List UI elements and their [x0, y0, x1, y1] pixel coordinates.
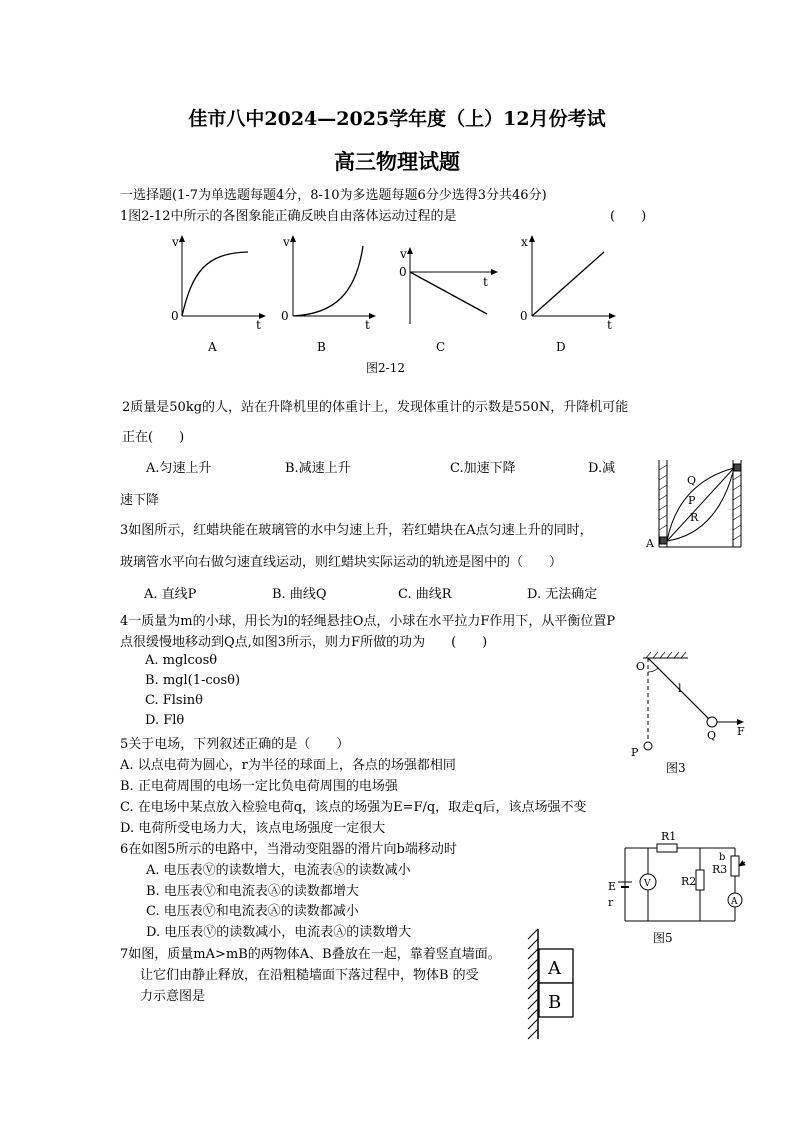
q1-graph-a-origin: 0	[171, 309, 179, 323]
q1-graph-d-letter: D	[556, 340, 566, 354]
q4-label-o: O	[636, 660, 646, 673]
q1-graph-a-xlabel: t	[256, 318, 261, 332]
q5-stem: 5关于电场，下列叙述正确的是（ ）	[120, 737, 350, 752]
q1-figure-caption: 图2-12	[366, 361, 405, 375]
q6-option-c: C. 电压表Ⓥ和电流表Ⓐ的读数都减小	[146, 904, 359, 919]
section-instructions: 一选择题(1-7为单选题每题4分，8-10为多选题每题6分少选得3分共46分)	[120, 188, 547, 203]
q4-stem-line2: 点很缓慢地移动到Q点,如图3所示，则力F所做的功为 ( )	[120, 635, 488, 650]
q1-graph-c-ylabel: v	[400, 247, 407, 261]
q6-option-d: D. 电压表Ⓥ的读数减小，电流表Ⓐ的读数增大	[146, 925, 412, 940]
exam-subject-title: 高三物理试题	[334, 149, 460, 174]
q3-tube-figure	[640, 455, 750, 555]
q4-option-a: A. mglcosθ	[145, 653, 218, 668]
q3-stem-line1: 3如图所示，红蜡块能在玻璃管的水中匀速上升，若红蜡块在A点匀速上升的同时，	[120, 523, 593, 538]
q6-circuit-figure	[605, 826, 755, 951]
q2-option-c: C.加速下降	[450, 461, 516, 476]
q1-graph-a-letter: A	[208, 340, 217, 354]
q6-label-r: r	[608, 896, 614, 909]
q3-option-b: B. 曲线Q	[272, 587, 327, 602]
q5-option-b: B. 正电荷周围的电场一定比负电荷周围的电场强	[120, 779, 398, 794]
q5-option-c: C. 在电场中某点放入检验电荷q，该点的场强为E=F/q，取走q后，该点场强不变	[120, 800, 587, 815]
q1-graph-b-xlabel: t	[365, 318, 370, 332]
q2-option-d: D.减	[588, 461, 616, 476]
q1-graph-a-ylabel: v	[172, 235, 179, 249]
q3-stem-line2: 玻璃管水平向右做匀速直线运动，则红蜡块实际运动的轨迹是图中的（ ）	[120, 555, 563, 570]
q1-graph-d	[520, 235, 615, 354]
q4-label-f: F	[737, 725, 745, 738]
q6-label-r1: R1	[661, 830, 677, 843]
q2-option-b: B.减速上升	[285, 461, 351, 476]
q1-graph-c-letter: C	[436, 340, 446, 354]
q3-label-r: R	[690, 511, 699, 524]
q4-option-b: B. mgl(1-cosθ)	[145, 673, 241, 688]
q4-pendulum-figure	[628, 650, 753, 780]
q2-stem-line2: 正在( )	[122, 430, 185, 445]
q7-block-b-label: B	[548, 992, 562, 1013]
q5-option-d: D. 电荷所受电场力大，该点电场强度一定很大	[120, 821, 386, 836]
q1-graph-d-origin: 0	[520, 309, 528, 323]
q4-option-c: C. Flsinθ	[145, 693, 203, 708]
q2-stem-line1: 2质量是50kg的人，站在升降机里的体重计上，发现体重计的示数是550N，升降机可能	[122, 400, 629, 415]
q2-option-a: A.匀速上升	[146, 461, 212, 476]
q1-graph-b-origin: 0	[281, 309, 289, 323]
q6-voltmeter-label: V	[644, 879, 651, 889]
q4-label-l: l	[678, 682, 682, 695]
q1-graph-c	[399, 247, 497, 354]
q3-label-p: P	[688, 494, 696, 507]
q4-stem-line1: 4一质量为m的小球，用长为l的轻绳悬挂O点，小球在水平拉力F作用下，从平衡位置P	[120, 614, 616, 629]
q6-option-b: B. 电压表Ⓥ和电流表Ⓐ的读数都增大	[146, 884, 359, 899]
q4-label-p: P	[631, 746, 639, 759]
q3-option-d: D. 无法确定	[527, 587, 598, 602]
q1-graph-c-origin: 0	[399, 265, 407, 279]
q7-stem-line3: 力示意图是	[140, 989, 206, 1004]
q1-graph-b-letter: B	[317, 340, 326, 354]
q1-graph-a	[171, 235, 265, 354]
q6-figure-caption: 图5	[653, 931, 673, 945]
q4-figure-caption: 图3	[666, 761, 686, 775]
q2-option-d-wrap: 速下降	[120, 493, 160, 508]
q6-ammeter-label: A	[731, 897, 738, 907]
q3-option-c: C. 曲线R	[398, 587, 452, 602]
q5-option-a: A. 以点电荷为圆心，r为半径的球面上，各点的场强都相同	[120, 758, 456, 773]
q1-graph-d-xlabel: t	[607, 318, 612, 332]
q6-option-a: A. 电压表Ⓥ的读数增大，电流表Ⓐ的读数减小	[146, 863, 411, 878]
q1-stem: 1图2-12中所示的各图象能正确反映自由落体运动过程的是	[120, 209, 457, 224]
q7-stem-line1: 7如图，质量mA>mB的两物体A、B叠放在一起，靠着竖直墙面。	[120, 947, 501, 962]
q1-answer-bracket: ( )	[610, 209, 647, 224]
q1-graph-b-ylabel: v	[283, 235, 290, 249]
q7-blocks-figure	[522, 925, 582, 1043]
q6-label-r2: R2	[681, 875, 697, 888]
q4-label-q: Q	[707, 729, 717, 742]
q7-block-a-label: A	[548, 958, 561, 979]
q1-graphs-figure	[160, 228, 630, 388]
q3-label-a: A	[646, 537, 654, 550]
exam-school-title: 佳市八中2024—2025学年度（上）12月份考试	[188, 108, 606, 130]
q1-graph-d-ylabel: x	[521, 235, 528, 249]
q1-graph-b	[281, 235, 375, 354]
q1-graph-c-xlabel: t	[483, 275, 488, 289]
q7-stem-line2: 让它们由静止释放，在沿粗糙墙面下落过程中，物体B 的受	[140, 968, 479, 983]
q6-label-r3: R3	[712, 863, 728, 876]
q4-option-d: D. Flθ	[145, 713, 185, 728]
q3-label-q: Q	[687, 474, 697, 487]
q6-label-e: E	[608, 880, 617, 893]
q6-label-b: b	[719, 852, 726, 863]
q3-option-a: A. 直线P	[144, 587, 197, 602]
q6-stem: 6在如图5所示的电路中，当滑动变阻器的滑片向b端移动时	[120, 842, 457, 857]
